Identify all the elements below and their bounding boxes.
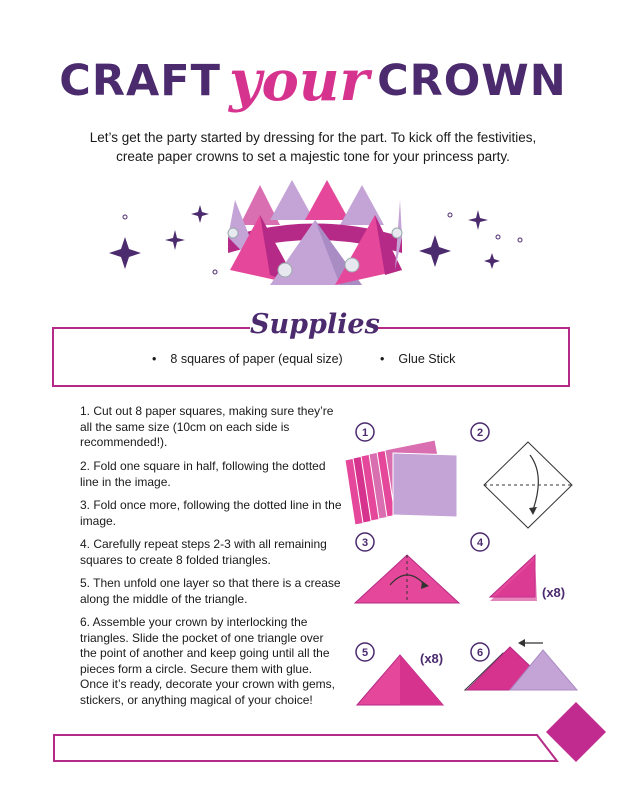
sparkle-dot-icon	[448, 213, 452, 217]
supply-item-label: 8 squares of paper (equal size)	[170, 352, 343, 366]
sparkle-icon	[165, 230, 185, 250]
intro-line-1: Let’s get the party started by dressing for the part. To kick off the festivities,	[89, 130, 537, 145]
step-3: 3. Fold once more, following the dotted line in the image.	[80, 498, 342, 528]
step-1: 1. Cut out 8 paper squares, making sure they’re all the same size (10cm on each side is recommended!).	[80, 404, 334, 449]
supply-item	[380, 352, 455, 366]
steps-diagram	[345, 415, 595, 715]
step-badge-4-label: 4	[476, 537, 484, 549]
supplies-heading: Supplies	[250, 306, 376, 344]
sparkle-icon	[109, 237, 141, 269]
sparkle-icon	[191, 205, 209, 223]
title-word-craft: CRAFT	[59, 56, 221, 106]
step-badge-2-label: 2	[476, 427, 484, 439]
sparkle-dot-icon	[123, 215, 127, 219]
gem-icon	[278, 263, 292, 277]
gem-icon	[228, 228, 238, 238]
bottom-bar-outline	[54, 735, 557, 761]
crown-back-mid-right	[305, 180, 349, 220]
sparkle-icon	[468, 210, 488, 230]
step-badge-5-label: 5	[361, 647, 369, 659]
sparkle-dot-icon	[496, 235, 500, 239]
step-6: 6. Assemble your crown by interlocking the triangles. Slide the pocket of one triangle over the point of another and keep going until all the pieces form a circle. Secure them with glue. Once it’s ready, decorate your crown with gems, stickers, or anything magical of your choice!	[80, 615, 335, 707]
sparkle-dot-icon	[518, 238, 522, 242]
step-5: 5. Then unfold one layer so that there is a crease along the middle of the triangle.	[80, 576, 341, 606]
crown-back-right	[340, 185, 384, 225]
title-word-your: your	[228, 48, 370, 114]
paper-stack-icon	[345, 440, 457, 525]
intro-line-2: create paper crowns to set a majestic tone for your princess party.	[116, 149, 510, 164]
step-badge-6-label: 6	[476, 647, 484, 659]
arrow-icon	[518, 639, 525, 647]
fold-diamond-icon	[484, 442, 572, 528]
intro-text	[40, 128, 586, 166]
folded-triangle-icon	[490, 555, 537, 601]
supply-item	[152, 352, 343, 366]
step-badge-1-label: 1	[361, 427, 369, 439]
sparkle-icon	[419, 235, 451, 267]
title-word-crown: CROWN	[377, 56, 567, 106]
bullet: •	[380, 352, 385, 366]
bottom-bar	[52, 733, 562, 763]
page-title	[0, 48, 626, 114]
sparkle-dot-icon	[213, 270, 217, 274]
sparkle-icon	[484, 253, 500, 269]
fold-triangle-icon	[355, 555, 459, 603]
multiplier-label: (x8)	[420, 651, 444, 666]
step-2: 2. Fold one square in half, following the dotted line in the image.	[80, 459, 326, 489]
step-badge-3-label: 3	[361, 537, 369, 549]
multiplier-label: (x8)	[542, 585, 566, 600]
crown-back-mid-left	[270, 180, 314, 220]
gem-icon	[345, 258, 359, 272]
crown-illustration	[100, 175, 530, 305]
step-4: 4. Carefully repeat steps 2-3 with all remaining squares to create 8 folded triangles.	[80, 537, 327, 567]
supply-item-label: Glue Stick	[398, 352, 456, 366]
gem-icon	[392, 228, 402, 238]
bullet: •	[152, 352, 157, 366]
